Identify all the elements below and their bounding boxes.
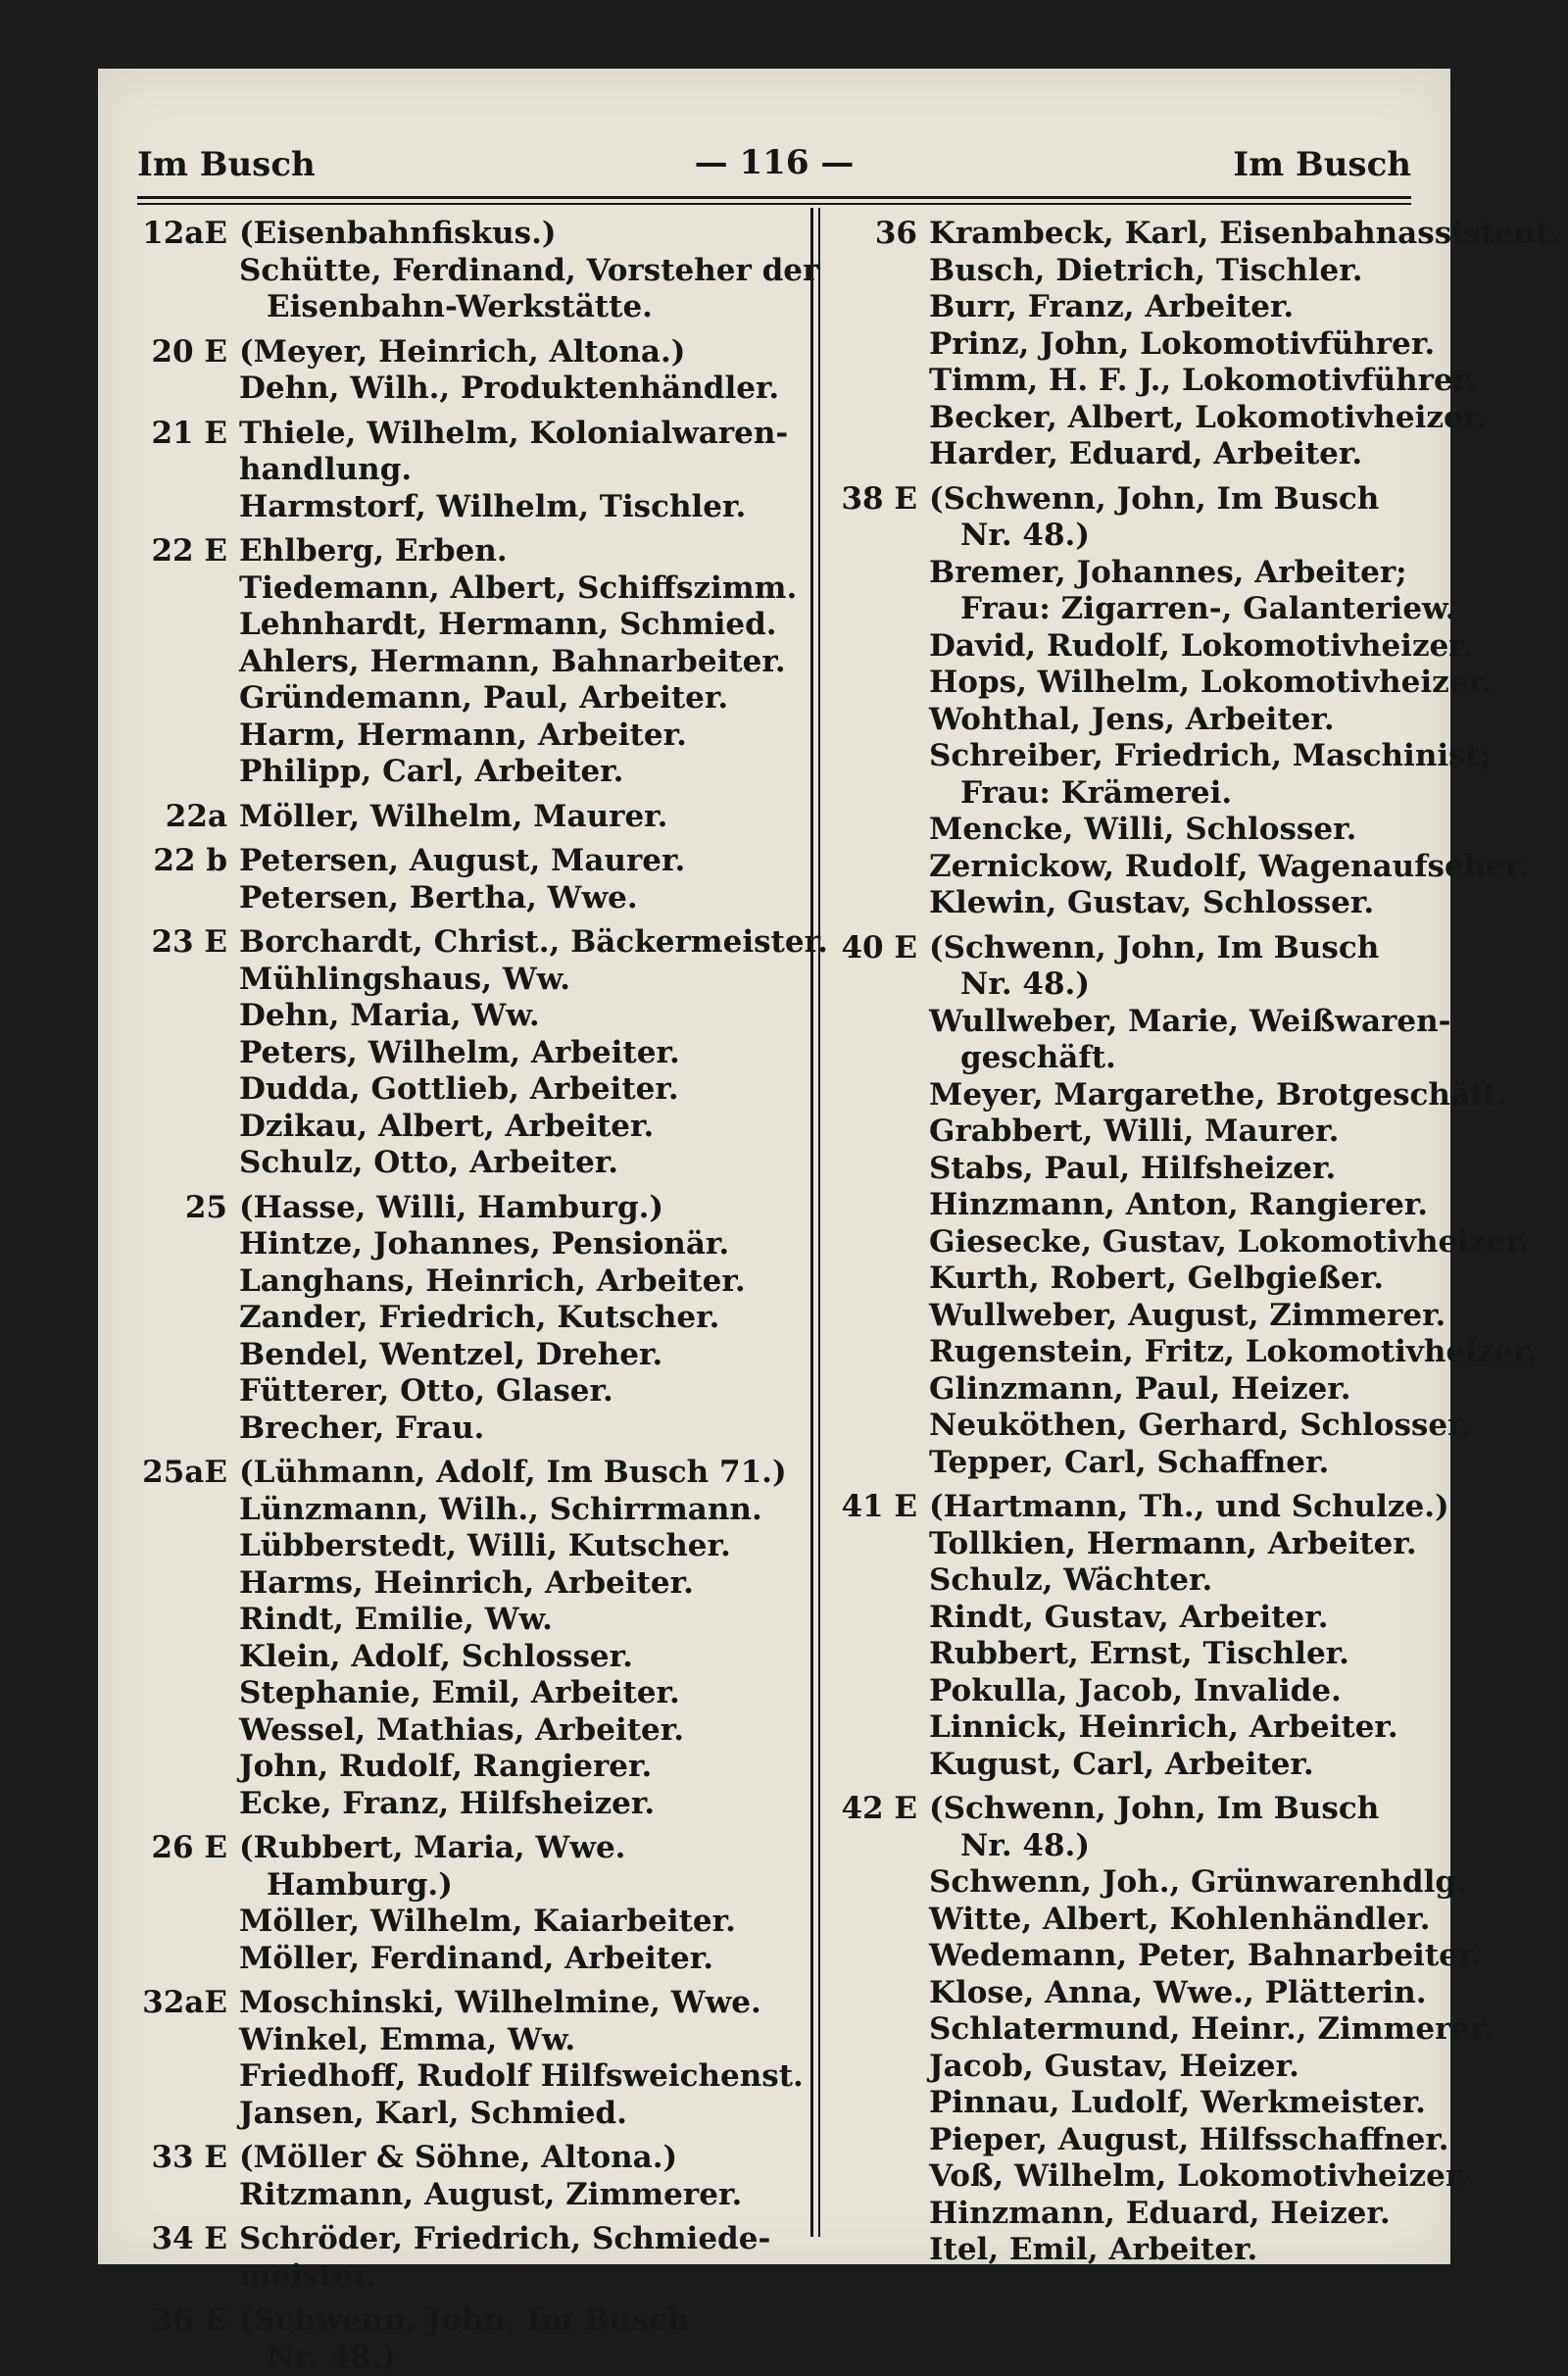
entry-text: Lünzmann, Wilh., Schirrmann.: [239, 1492, 762, 1527]
entry-text: geschäft.: [960, 1040, 1116, 1075]
entry-text: Peters, Wilhelm, Arbeiter.: [239, 1035, 680, 1070]
house-number: 26 E: [137, 1830, 227, 1867]
resident-entry: [835, 2011, 1472, 2049]
entry-text: (Möller & Söhne, Altona.): [239, 2140, 677, 2175]
resident-entry: [835, 363, 1472, 400]
entry-text: Hamburg.): [267, 1867, 453, 1903]
resident-entry: [137, 570, 774, 608]
resident-entry: [835, 326, 1472, 364]
entry-spacer: [137, 408, 774, 416]
resident-entry: [137, 644, 774, 681]
entry-text: Schütte, Ferdinand, Vorsteher der: [239, 253, 818, 288]
address-entry: [835, 1489, 1472, 1526]
resident-entry: [835, 966, 1472, 1004]
entry-text: Schlatermund, Heinr., Zimmerer.: [929, 2011, 1494, 2047]
entry-text: Schreiber, Friedrich, Maschinist;: [929, 738, 1491, 773]
entry-text: Bendel, Wentzel, Dreher.: [239, 1337, 662, 1372]
entry-text: Harmstorf, Wilhelm, Tischler.: [239, 489, 746, 524]
entry-text: (Schwenn, John, Im Busch: [929, 930, 1379, 965]
entry-text: Klein, Adolf, Schlosser.: [239, 1639, 633, 1674]
resident-entry: [137, 2258, 774, 2296]
entry-text: Möller, Wilhelm, Maurer.: [239, 799, 667, 834]
entry-text: handlung.: [239, 452, 412, 487]
address-entry: [137, 843, 774, 880]
resident-entry: [137, 680, 774, 718]
entry-text: Becker, Albert, Lokomotivheizer.: [929, 400, 1487, 435]
page-number: — 116 —: [137, 143, 1411, 182]
entry-text: Klose, Anna, Wwe., Plätterin.: [929, 1975, 1427, 2010]
address-entry: [137, 416, 774, 453]
entry-text: Klewin, Gustav, Schlosser.: [929, 885, 1374, 920]
resident-entry: [835, 1562, 1472, 1600]
entry-text: Rugenstein, Fritz, Lokomotivheizer.: [929, 1334, 1538, 1369]
header-rule: [137, 196, 1411, 199]
address-entry: [137, 1985, 774, 2022]
resident-entry: [835, 1224, 1472, 1262]
resident-entry: [137, 607, 774, 644]
entry-text: Friedhoff, Rudolf Hilfsweichenst.: [239, 2058, 804, 2094]
entry-text: Glinzmann, Paul, Heizer.: [929, 1371, 1351, 1407]
resident-entry: [137, 1109, 774, 1146]
house-number: 25aE: [137, 1455, 227, 1492]
column-divider: [810, 208, 813, 2237]
entry-text: Grabbert, Willi, Maurer.: [929, 1114, 1339, 1149]
resident-entry: [137, 1263, 774, 1301]
resident-entry: [835, 665, 1472, 702]
entry-text: Nr. 48.): [960, 518, 1090, 553]
resident-entry: [835, 1077, 1472, 1114]
entry-text: David, Rudolf, Lokomotivheizer.: [929, 628, 1473, 664]
address-entry: [137, 2302, 774, 2340]
entry-text: Stephanie, Emil, Arbeiter.: [239, 1675, 680, 1710]
house-number: 33 E: [137, 2140, 227, 2177]
house-number: 32aE: [137, 1985, 227, 2022]
resident-entry: [835, 1636, 1472, 1673]
entry-text: Ehlberg, Erben.: [239, 533, 508, 569]
entry-text: Langhans, Heinrich, Arbeiter.: [239, 1263, 746, 1299]
address-entry: [137, 216, 774, 253]
address-entry: [137, 2140, 774, 2177]
resident-entry: [835, 400, 1472, 437]
entry-spacer: [835, 1783, 1472, 1791]
entry-text: Brecher, Frau.: [239, 1411, 484, 1446]
resident-entry: [835, 738, 1472, 775]
entry-spacer: [835, 1481, 1472, 1489]
resident-entry: [835, 1673, 1472, 1710]
resident-entry: [835, 1408, 1472, 1445]
resident-entry: [835, 2158, 1472, 2196]
house-number: 36 E: [137, 2302, 227, 2340]
entry-text: Winkel, Emma, Ww.: [239, 2022, 575, 2057]
entry-text: (Lühmann, Adolf, Im Busch 71.): [239, 1455, 787, 1490]
entry-text: Tiedemann, Albert, Schiffszimm.: [239, 570, 797, 606]
resident-entry: [835, 1261, 1472, 1298]
address-entry: [835, 481, 1472, 519]
entry-spacer: [835, 473, 1472, 481]
resident-entry: [835, 2122, 1472, 2159]
entry-text: Harder, Eduard, Arbeiter.: [929, 436, 1362, 471]
entry-text: Eisenbahn-Werkstätte.: [267, 289, 653, 324]
address-entry: [137, 1830, 774, 1867]
entry-text: (Hartmann, Th., und Schulze.): [929, 1489, 1449, 1524]
resident-entry: [137, 718, 774, 755]
entry-spacer: [137, 1447, 774, 1455]
entry-text: Moschinski, Wilhelmine, Wwe.: [239, 1985, 761, 2020]
header-left: Im Busch: [137, 145, 316, 184]
entry-text: Schulz, Otto, Arbeiter.: [239, 1145, 618, 1180]
entry-text: Borchardt, Christ., Bäckermeister.: [239, 924, 828, 960]
resident-entry: [137, 1145, 774, 1182]
entry-text: Hinzmann, Anton, Rangierer.: [929, 1187, 1428, 1222]
resident-entry: [835, 591, 1472, 628]
running-header: [137, 137, 1411, 192]
entry-text: Dehn, Wilh., Produktenhändler.: [239, 371, 779, 406]
resident-entry: [835, 775, 1472, 813]
entry-text: Tollkien, Hermann, Arbeiter.: [929, 1526, 1417, 1561]
entry-text: Harm, Hermann, Arbeiter.: [239, 718, 687, 753]
left-column: [137, 216, 774, 2376]
resident-entry: [137, 1565, 774, 1603]
entry-spacer: [137, 835, 774, 843]
house-number: 25: [137, 1190, 227, 1227]
resident-entry: [835, 1298, 1472, 1335]
house-number: 22a: [137, 799, 227, 836]
resident-entry: [137, 1749, 774, 1786]
address-entry: [137, 2221, 774, 2258]
entry-text: Hintze, Johannes, Pensionär.: [239, 1226, 729, 1262]
entry-spacer: [137, 2295, 774, 2302]
entry-spacer: [137, 1822, 774, 1830]
right-column: [835, 216, 1472, 2269]
entry-text: Petersen, August, Maurer.: [239, 843, 685, 878]
house-number: 36: [835, 216, 917, 253]
entry-text: Tepper, Carl, Schaffner.: [929, 1445, 1329, 1480]
house-number: 12aE: [137, 216, 227, 253]
entry-text: Wessel, Mathias, Arbeiter.: [239, 1712, 684, 1748]
entry-text: Giesecke, Gustav, Lokomotivheizer.: [929, 1224, 1530, 1260]
entry-text: (Schwenn, John, Im Busch: [239, 2302, 689, 2338]
entry-text: Nr. 48.): [960, 1828, 1090, 1863]
resident-entry: [835, 1938, 1472, 1975]
resident-entry: [835, 2196, 1472, 2233]
resident-entry: [835, 812, 1472, 849]
house-number: 20 E: [137, 334, 227, 371]
resident-entry: [137, 1712, 774, 1750]
resident-entry: [835, 1747, 1472, 1784]
entry-text: (Schwenn, John, Im Busch: [929, 481, 1379, 517]
entry-text: Frau: Zigarren-, Galanteriew.: [960, 591, 1455, 626]
resident-entry: [137, 1867, 774, 1905]
resident-entry: [835, 1709, 1472, 1747]
address-entry: [835, 216, 1472, 253]
resident-entry: [835, 1187, 1472, 1224]
entry-spacer: [137, 2213, 774, 2221]
resident-entry: [137, 998, 774, 1035]
resident-entry: [137, 962, 774, 999]
entry-text: (Hasse, Willi, Hamburg.): [239, 1190, 663, 1225]
resident-entry: [137, 253, 774, 290]
entry-text: Jacob, Gustav, Heizer.: [929, 2049, 1299, 2084]
entry-text: Fütterer, Otto, Glaser.: [239, 1373, 613, 1409]
resident-entry: [835, 518, 1472, 555]
resident-entry: [137, 371, 774, 408]
resident-entry: [835, 555, 1472, 592]
entry-text: Schwenn, Joh., Grünwarenhdlg.: [929, 1864, 1467, 1900]
entry-text: Dehn, Maria, Ww.: [239, 998, 540, 1033]
entry-spacer: [137, 525, 774, 533]
entry-text: Dzikau, Albert, Arbeiter.: [239, 1109, 654, 1144]
entry-text: Hinzmann, Eduard, Heizer.: [929, 2196, 1391, 2231]
entry-text: Harms, Heinrich, Arbeiter.: [239, 1565, 694, 1601]
house-number: 22 b: [137, 843, 227, 880]
resident-entry: [835, 1445, 1472, 1482]
house-number: 21 E: [137, 416, 227, 453]
resident-entry: [835, 1114, 1472, 1151]
resident-entry: [835, 2232, 1472, 2269]
entry-text: Wohthal, Jens, Arbeiter.: [929, 702, 1335, 737]
resident-entry: [137, 289, 774, 326]
resident-entry: [137, 2022, 774, 2059]
resident-entry: [835, 1902, 1472, 1939]
entry-text: Ecke, Franz, Hilfsheizer.: [239, 1786, 655, 1821]
entry-text: meister.: [239, 2258, 376, 2294]
column-divider-second: [818, 208, 820, 2237]
entry-text: Petersen, Bertha, Wwe.: [239, 880, 638, 916]
resident-entry: [137, 2096, 774, 2133]
entry-text: (Eisenbahnfiskus.): [239, 216, 557, 251]
entry-text: Dudda, Gottlieb, Arbeiter.: [239, 1071, 679, 1107]
resident-entry: [137, 1786, 774, 1823]
entry-text: Burr, Franz, Arbeiter.: [929, 289, 1294, 324]
entry-text: Itel, Emil, Arbeiter.: [929, 2232, 1257, 2267]
resident-entry: [835, 1864, 1472, 1902]
entry-text: Wedemann, Peter, Bahnarbeiter.: [929, 1938, 1482, 1973]
entry-spacer: [137, 916, 774, 924]
entry-text: Möller, Wilhelm, Kaiarbeiter.: [239, 1904, 736, 1939]
entry-text: Stabs, Paul, Hilfsheizer.: [929, 1151, 1336, 1186]
house-number: 41 E: [835, 1489, 917, 1526]
entry-text: John, Rudolf, Rangierer.: [239, 1749, 652, 1784]
entry-text: Hops, Wilhelm, Lokomotivheizer.: [929, 665, 1493, 700]
entry-spacer: [137, 1977, 774, 1985]
address-entry: [137, 799, 774, 836]
resident-entry: [835, 1600, 1472, 1637]
resident-entry: [137, 1300, 774, 1337]
resident-entry: [137, 1602, 774, 1639]
resident-entry: [835, 1975, 1472, 2012]
resident-entry: [137, 1373, 774, 1411]
entry-text: Nr. 48.): [960, 966, 1090, 1002]
entry-spacer: [137, 1182, 774, 1190]
resident-entry: [137, 880, 774, 917]
entry-text: Lübberstedt, Willi, Kutscher.: [239, 1528, 731, 1563]
entry-text: (Meyer, Heinrich, Altona.): [239, 334, 685, 370]
entry-text: Timm, H. F. J., Lokomotivführer.: [929, 363, 1477, 398]
resident-entry: [835, 1828, 1472, 1865]
entry-text: Möller, Ferdinand, Arbeiter.: [239, 1941, 713, 1976]
resident-entry: [835, 702, 1472, 739]
resident-entry: [835, 849, 1472, 886]
resident-entry: [137, 1411, 774, 1448]
entry-text: Philipp, Carl, Arbeiter.: [239, 754, 623, 789]
resident-entry: [137, 1226, 774, 1263]
entry-text: Nr. 48.): [267, 2340, 396, 2375]
address-entry: [137, 1190, 774, 1227]
entry-text: (Rubbert, Maria, Wwe.: [239, 1830, 625, 1865]
entry-text: Neuköthen, Gerhard, Schlosser.: [929, 1408, 1471, 1443]
house-number: 40 E: [835, 930, 917, 967]
entry-text: Pinnau, Ludolf, Werkmeister.: [929, 2085, 1426, 2120]
resident-entry: [835, 885, 1472, 922]
entry-text: Witte, Albert, Kohlenhändler.: [929, 1902, 1431, 1937]
entry-text: Ritzmann, August, Zimmerer.: [239, 2177, 742, 2212]
house-number: 34 E: [137, 2221, 227, 2258]
entry-text: Schulz, Wächter.: [929, 1562, 1212, 1598]
entry-text: Ahlers, Hermann, Bahnarbeiter.: [239, 644, 786, 679]
address-entry: [137, 334, 774, 371]
address-entry: [835, 1791, 1472, 1828]
entry-text: Prinz, John, Lokomotivführer.: [929, 326, 1435, 362]
resident-entry: [137, 1071, 774, 1109]
house-number: 38 E: [835, 481, 917, 519]
address-entry: [137, 1455, 774, 1492]
resident-entry: [137, 452, 774, 489]
address-entry: [137, 533, 774, 570]
resident-entry: [137, 1035, 774, 1072]
entry-text: Rubbert, Ernst, Tischler.: [929, 1636, 1349, 1671]
entry-text: Busch, Dietrich, Tischler.: [929, 253, 1363, 288]
resident-entry: [835, 1334, 1472, 1371]
document-page: [98, 69, 1450, 2264]
house-number: 42 E: [835, 1791, 917, 1828]
entry-text: Bremer, Johannes, Arbeiter;: [929, 555, 1407, 590]
entry-text: (Schwenn, John, Im Busch: [929, 1791, 1379, 1826]
entry-text: Lehnhardt, Hermann, Schmied.: [239, 607, 777, 642]
resident-entry: [835, 1371, 1472, 1409]
resident-entry: [835, 1526, 1472, 1563]
house-number: 22 E: [137, 533, 227, 570]
resident-entry: [137, 1337, 774, 1374]
resident-entry: [137, 2340, 774, 2376]
house-number: 23 E: [137, 924, 227, 962]
entry-text: Jansen, Karl, Schmied.: [239, 2096, 627, 2131]
entry-text: Pieper, August, Hilfsschaffner.: [929, 2122, 1449, 2157]
entry-text: Wullweber, August, Zimmerer.: [929, 1298, 1446, 1333]
resident-entry: [835, 628, 1472, 666]
address-entry: [137, 924, 774, 962]
entry-text: Rindt, Emilie, Ww.: [239, 1602, 553, 1637]
entry-text: Thiele, Wilhelm, Kolonialwaren-: [239, 416, 788, 451]
resident-entry: [835, 289, 1472, 326]
entry-text: Linnick, Heinrich, Arbeiter.: [929, 1709, 1398, 1745]
resident-entry: [137, 1675, 774, 1712]
entry-text: Rindt, Gustav, Arbeiter.: [929, 1600, 1328, 1635]
header-right: Im Busch: [1233, 145, 1411, 184]
resident-entry: [835, 1151, 1472, 1188]
entry-spacer: [137, 326, 774, 334]
address-entry: [835, 930, 1472, 967]
entry-spacer: [835, 922, 1472, 930]
resident-entry: [137, 1941, 774, 1978]
entry-text: Zander, Friedrich, Kutscher.: [239, 1300, 719, 1335]
resident-entry: [137, 1904, 774, 1941]
entry-text: Voß, Wilhelm, Lokomotivheizer.: [929, 2158, 1469, 2194]
entry-text: Frau: Krämerei.: [960, 775, 1232, 811]
resident-entry: [137, 754, 774, 791]
entry-text: Gründemann, Paul, Arbeiter.: [239, 680, 728, 716]
resident-entry: [137, 489, 774, 526]
entry-spacer: [137, 791, 774, 799]
resident-entry: [835, 436, 1472, 473]
resident-entry: [835, 2049, 1472, 2086]
header-rule-thin: [137, 203, 1411, 205]
entry-text: Wullweber, Marie, Weißwaren-: [929, 1004, 1451, 1039]
entry-text: Zernickow, Rudolf, Wagenaufseher.: [929, 849, 1529, 884]
resident-entry: [137, 1639, 774, 1676]
entry-text: Kurth, Robert, Gelbgießer.: [929, 1261, 1384, 1296]
entry-text: Schröder, Friedrich, Schmiede-: [239, 2221, 770, 2256]
resident-entry: [137, 2177, 774, 2214]
resident-entry: [835, 2085, 1472, 2122]
entry-text: Mühlingshaus, Ww.: [239, 962, 570, 997]
entry-text: Pokulla, Jacob, Invalide.: [929, 1673, 1342, 1708]
resident-entry: [835, 1004, 1472, 1041]
entry-text: Meyer, Margarethe, Brotgeschäft.: [929, 1077, 1507, 1113]
entry-text: Krambeck, Karl, Eisenbahnassistent.: [929, 216, 1560, 251]
resident-entry: [137, 1528, 774, 1565]
resident-entry: [835, 1040, 1472, 1077]
resident-entry: [835, 253, 1472, 290]
entry-text: Kugust, Carl, Arbeiter.: [929, 1747, 1314, 1782]
entry-spacer: [137, 2132, 774, 2140]
resident-entry: [137, 2058, 774, 2096]
entry-text: Mencke, Willi, Schlosser.: [929, 812, 1356, 847]
resident-entry: [137, 1492, 774, 1529]
